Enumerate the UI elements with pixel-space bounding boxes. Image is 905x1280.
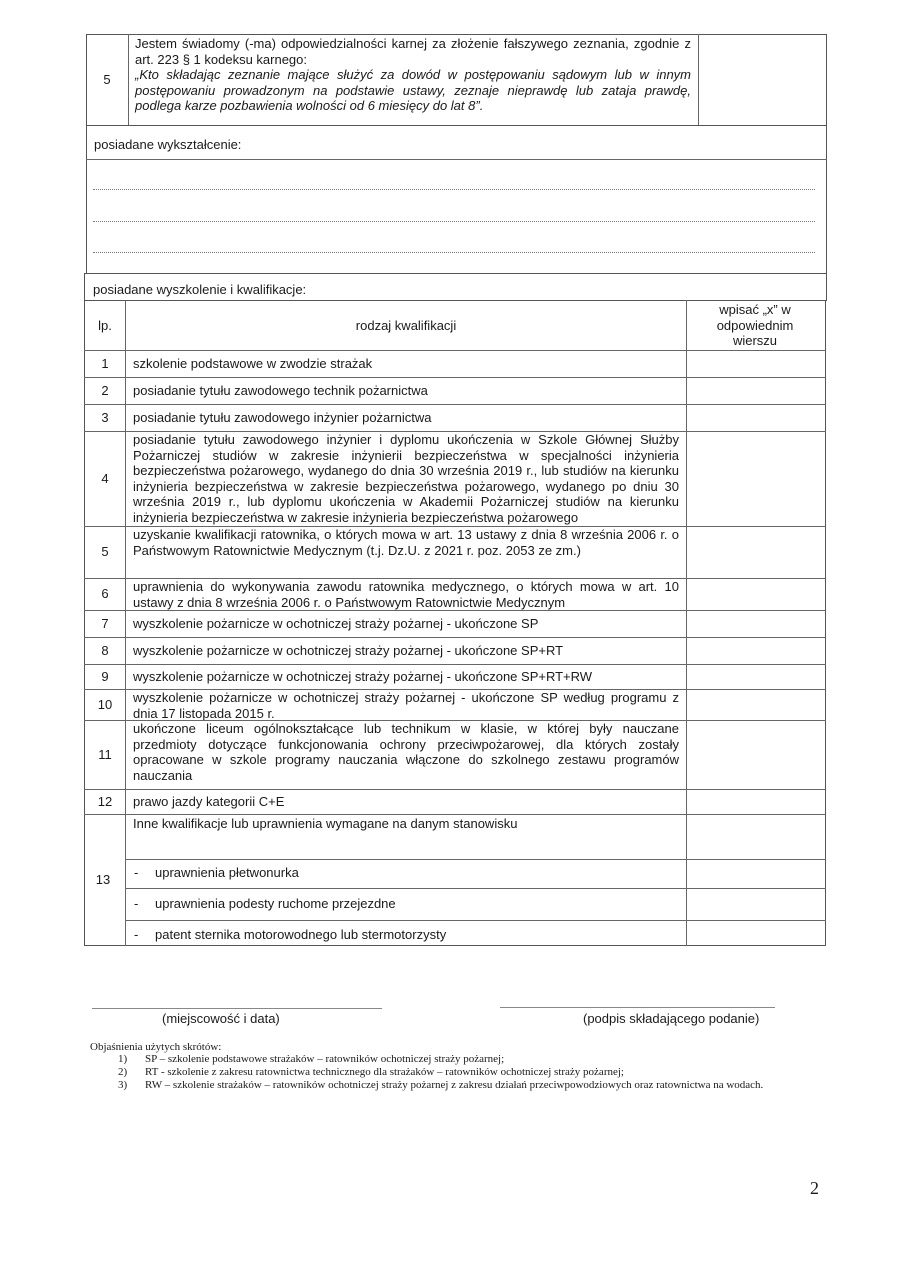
row-lp: 7 [101, 615, 109, 631]
row-lp: 9 [101, 668, 109, 684]
row-mark-cell[interactable] [688, 580, 824, 609]
divider [84, 377, 826, 378]
qualifications-label: posiadane wyszkolenie i kwalifikacje: [93, 282, 307, 297]
footnote-number: 2) [118, 1066, 128, 1078]
row-text: wyszkolenie pożarnicze w ochotniczej straży pożarnej - ukończone SP+RT+RW [133, 668, 593, 684]
divider [84, 814, 826, 815]
statement-text: Jestem świadomy (-ma) odpowiedzialności karnej za złożenie fałszywego zeznania, zgodnie z art. 223 § 1 kodeksu karnego: [135, 36, 691, 67]
place-date-line[interactable] [92, 1008, 382, 1009]
row-13-item-3-mark-cell[interactable] [688, 922, 824, 944]
row-13-item-dash: - [134, 865, 139, 880]
row-text: posiadanie tytułu zawodowego technik pożarnictwa [133, 382, 428, 398]
divider [125, 300, 126, 946]
education-line-2[interactable] [93, 221, 815, 222]
signature-line[interactable] [500, 1007, 775, 1008]
row-text: uprawnienia do wykonywania zawodu ratownika medycznego, o których mowa w art. 10 ustawy z dnia 8 września 2006 r. o Państwowym Ratownictwie Medycznym [133, 579, 679, 610]
row-lp: 4 [101, 470, 109, 486]
divider [84, 664, 826, 665]
row-lp: 12 [97, 793, 113, 809]
row-13-item-2-mark-cell[interactable] [688, 890, 824, 918]
footnote-rw: RW – szkolenie strażaków – ratowników ochotniczej straży pożarnej z zakresu działań przeciwpowodziowych oraz ratownictwa na wodach. [145, 1079, 764, 1091]
row-13-item-dash: - [134, 927, 139, 942]
footnote-number: 3) [118, 1079, 128, 1091]
row-mark-cell[interactable] [688, 612, 824, 636]
education-line-3[interactable] [93, 252, 815, 253]
row-13-lp: 13 [95, 872, 111, 887]
header-mark: wpisać „x” w odpowiednim wierszu [716, 302, 794, 349]
row-text: posiadanie tytułu zawodowego inżynier pożarnictwa [133, 409, 432, 425]
row-13-item-1: uprawnienia płetwonurka [155, 865, 299, 880]
signature-label: (podpis składającego podanie) [583, 1011, 760, 1026]
divider [84, 404, 826, 405]
education-line-1[interactable] [93, 189, 815, 190]
divider [686, 300, 687, 946]
row-13-item-3: patent sternika motorowodnego lub stermotorzysty [155, 927, 447, 942]
row-13-item-dash: - [134, 896, 139, 911]
statement-mark-cell[interactable] [700, 36, 824, 124]
row-mark-cell[interactable] [688, 791, 824, 813]
row-text: wyszkolenie pożarnicze w ochotniczej straży pożarnej - ukończone SP [133, 615, 539, 631]
header-type: rodzaj kwalifikacji [355, 318, 457, 333]
footnote-rt: RT - szkolenie z zakresu ratownictwa technicznego dla strażaków – ratowników ochotniczej straży pożarnej; [145, 1066, 624, 1078]
row-lp: 6 [101, 586, 109, 601]
divider [86, 159, 827, 160]
divider [84, 789, 826, 790]
row-mark-cell[interactable] [688, 406, 824, 430]
row-text: uzyskanie kwalifikacji ratownika, o których mowa w art. 13 ustawy z dnia 8 września 2006 r. o Państwowym Ratownictwie Medycznym (t.j. Dz.U. z 2021 r. poz. 2053 ze zm.) [133, 527, 679, 558]
row-lp: 11 [98, 746, 112, 762]
row-mark-cell[interactable] [688, 639, 824, 663]
row-text: prawo jazdy kategorii C+E [133, 793, 285, 809]
row-13-title: Inne kwalifikacje lub uprawnienia wymagane na danym stanowisku [133, 816, 518, 831]
row-lp: 8 [101, 642, 109, 658]
row-lp: 10 [97, 696, 113, 712]
divider [84, 350, 826, 351]
divider [84, 610, 826, 611]
row-lp: 5 [101, 544, 109, 559]
row-mark-cell[interactable] [688, 528, 824, 577]
row-lp: 2 [101, 382, 109, 398]
row-13-item-2: uprawnienia podesty ruchome przejezdne [155, 896, 396, 911]
row-mark-cell[interactable] [688, 666, 824, 688]
row-lp: 3 [101, 409, 109, 425]
row-text: szkolenie podstawowe w zwodzie strażak [133, 355, 373, 371]
page-number: 2 [810, 1178, 819, 1198]
divider [125, 920, 826, 921]
row-mark-cell[interactable] [688, 691, 824, 719]
row-lp: 1 [101, 355, 109, 371]
footnotes-title: Objaśnienia użytych skrótów: [90, 1041, 222, 1053]
row-text: posiadanie tytułu zawodowego inżynier i dyplomu ukończenia w Szkole Głównej Służby Pożarniczej studiów w zakresie inżynierii bezpieczeństwa w specjalności inżynieria bezpieczeństwa pożarowego, wydanego do dnia 30 września 2019 r., lub studiów na kierunku inżynieria bezpieczeństwa w zakresie bezpieczeństwa pożarowego, wydanego po dniu 30 września 2019 r., lub dyplomu ukończenia w Akademii Pożarniczej studiów na kierunku inżynieria bezpieczeństwa w zakresie inżynieria bezpieczeństwa pożarowego [133, 432, 679, 525]
header-lp: lp. [98, 318, 112, 333]
divider [128, 34, 129, 126]
statement-number: 5 [103, 72, 111, 87]
row-mark-cell[interactable] [688, 722, 824, 788]
row-mark-cell[interactable] [688, 352, 824, 376]
education-label: posiadane wykształcenie: [94, 137, 242, 152]
footnote-sp: SP – szkolenie podstawowe strażaków – ratowników ochotniczej straży pożarnej; [145, 1053, 505, 1065]
row-mark-cell[interactable] [688, 379, 824, 403]
row-13-item-1-mark-cell[interactable] [688, 861, 824, 887]
row-13-mark-cell[interactable] [688, 816, 824, 858]
divider [125, 859, 826, 860]
divider [125, 888, 826, 889]
divider [84, 637, 826, 638]
footnote-number: 1) [118, 1053, 128, 1065]
place-date-label: (miejscowość i data) [162, 1011, 280, 1026]
row-text: ukończone liceum ogólnokształcące lub technikum w klasie, w której były nauczane przedmioty dotyczące funkcjonowania ochrony przeciwpożarowej, dla których zostały opracowane w szkole programy nauczania włączone do szkolnego zestawu programów nauczania [133, 721, 679, 783]
row-text: wyszkolenie pożarnicze w ochotniczej straży pożarnej - ukończone SP+RT [133, 642, 564, 658]
row-mark-cell[interactable] [688, 433, 824, 525]
row-text: wyszkolenie pożarnicze w ochotniczej straży pożarnej - ukończone SP według programu z dnia 17 listopada 2015 r. [133, 690, 679, 721]
divider [698, 34, 699, 126]
statement-quote: „Kto składając zeznanie mające służyć za dowód w postępowaniu sądowym lub w innym postępowaniu prowadzonym na podstawie ustawy, zeznaje nieprawdę lub zataja prawdę, podlega karze pozbawienia wolności od 6 miesięcy do lat 8”. [135, 67, 691, 114]
